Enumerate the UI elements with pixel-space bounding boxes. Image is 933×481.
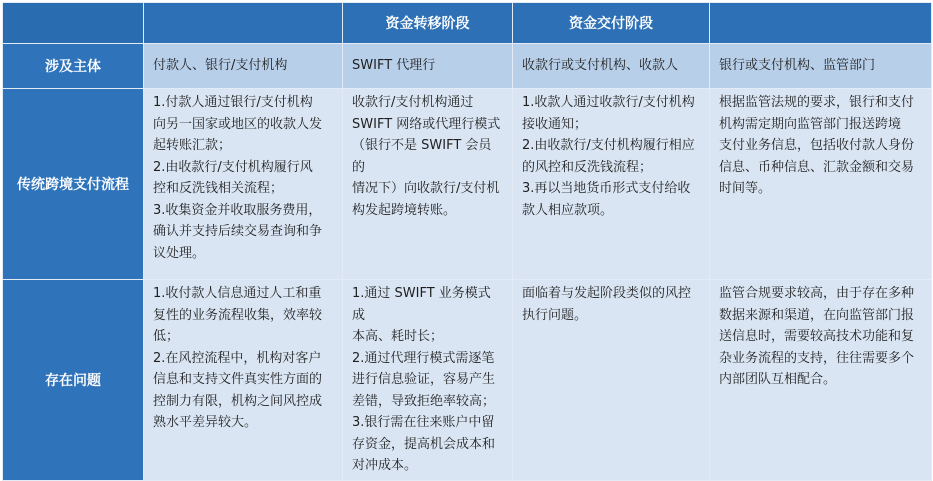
issues-cell — [144, 280, 343, 481]
issues-cell — [513, 280, 710, 481]
cell-text-line: 控制力有限，机构之间风控成 — [153, 393, 323, 409]
issues-cell — [710, 280, 932, 481]
cell-text-line: 差错，导致拒绝率较高； — [352, 393, 496, 409]
issues-row — [3, 280, 932, 481]
row-label-process: 传统跨境支付流程 — [3, 89, 144, 280]
cell-text-line: 低； — [153, 329, 180, 344]
cell-text-line: 1.付款人通过银行/支付机构 — [153, 95, 313, 110]
cell-text-line: 时间等。 — [719, 181, 772, 196]
cell-text-line: 根据监管法规的要求，银行和支付 — [719, 95, 915, 110]
cell-text-line: SWIFT 网络或代理行模式 — [352, 116, 501, 132]
issues-cell — [343, 280, 513, 481]
cell-text-line: 数据来源和渠道，在向监管部门报 — [719, 307, 915, 323]
cell-text-line: 1.通过 SWIFT 业务模式成 — [352, 286, 491, 323]
cell-text-line: 1.收款人通过收款行/支付机构 — [522, 95, 695, 110]
cell-text-line: 2.由收款行/支付机构履行相应 — [522, 138, 695, 153]
cell-text-line: 构发起跨境转账。 — [352, 202, 457, 218]
subject-cell: 付款人、银行/支付机构 — [144, 44, 343, 89]
cell-text-line: 3.银行需在往来账户中留 — [352, 415, 495, 430]
header-stage-transfer: 资金转移阶段 — [343, 3, 513, 44]
process-cell — [710, 89, 932, 280]
process-cell — [513, 89, 710, 280]
cell-text-line: 存资金，提高机会成本和 — [352, 436, 496, 452]
header-corner — [3, 3, 144, 44]
header-row — [3, 3, 932, 44]
cell-text-line: 3.再以当地货币形式支付给收 — [522, 181, 691, 196]
cell-text-line: 信息、币种信息、汇款金额和交易 — [719, 159, 915, 175]
subject-row — [3, 44, 932, 89]
cell-text-line: 内部团队互相配合。 — [719, 372, 837, 387]
cell-text-line: 杂业务流程的支持，往往需要多个 — [719, 350, 915, 366]
header-stage-delivery: 资金交付阶段 — [513, 3, 710, 44]
row-label-subject: 涉及主体 — [3, 44, 144, 89]
cell-text-line: 执行问题。 — [522, 307, 588, 323]
cell-text-line: 向另一国家或地区的收款人发 — [153, 116, 323, 132]
header-stage-4 — [710, 3, 932, 44]
subject-cell: 银行或支付机构、监管部门 — [710, 44, 932, 89]
header-stage-1 — [144, 3, 343, 44]
comparison-table — [2, 2, 932, 481]
cell-text-line: 议处理。 — [153, 245, 206, 261]
cell-text-line: 信息和支持文件真实性方面的 — [153, 372, 323, 387]
cell-text-line: 接收通知； — [522, 116, 588, 132]
cell-text-line: 控和反洗钱相关流程； — [153, 181, 284, 196]
row-label-issues: 存在问题 — [3, 280, 144, 481]
subject-cell: 收款行或支付机构、收款人 — [513, 44, 710, 89]
cell-text-line: 1.收付款人信息通过人工和重 — [153, 286, 322, 301]
cell-text-line: 确认并支持后续交易查询和争 — [153, 224, 323, 239]
cell-text-line: 机构需定期向监管部门报送跨境 — [719, 116, 902, 132]
cell-text-line: 2.由收款行/支付机构履行风 — [153, 159, 313, 175]
cell-text-line: 复性的业务流程收集，效率较 — [153, 307, 323, 323]
cell-text-line: 3.收集资金并收取服务费用， — [153, 202, 322, 218]
cell-text-line: 对冲成本。 — [352, 458, 418, 473]
subject-cell: SWIFT 代理行 — [343, 44, 513, 89]
process-cell — [343, 89, 513, 280]
cell-text-line: 监管合规要求较高，由于存在多种 — [719, 286, 915, 301]
cell-text-line: 支付业务信息，包括收付款人身份 — [719, 138, 915, 153]
cell-text-line: 情况下）向收款行/支付机 — [352, 181, 500, 196]
cell-text-line: 收款行/支付机构通过 — [352, 95, 474, 110]
cell-text-line: 2.在风控流程中，机构对客户 — [153, 350, 322, 366]
cell-text-line: 面临着与发起阶段类似的风控 — [522, 286, 692, 301]
cell-text-line: 进行信息验证，容易产生 — [352, 372, 496, 387]
cell-text-line: 款人相应款项。 — [522, 202, 614, 218]
cell-text-line: 熟水平差异较大。 — [153, 415, 258, 430]
process-cell — [144, 89, 343, 280]
cell-text-line: 的风控和反洗钱流程； — [522, 159, 653, 175]
cell-text-line: 本高、耗时长； — [352, 329, 444, 344]
cell-text-line: 起转账汇款； — [153, 138, 232, 153]
cell-text-line: （银行不是 SWIFT 会员的 — [352, 138, 492, 175]
cell-text-line: 送信息时，需要较高技术功能和复 — [719, 329, 915, 344]
cell-text-line: 2.通过代理行模式需逐笔 — [352, 350, 495, 366]
process-row — [3, 89, 932, 280]
